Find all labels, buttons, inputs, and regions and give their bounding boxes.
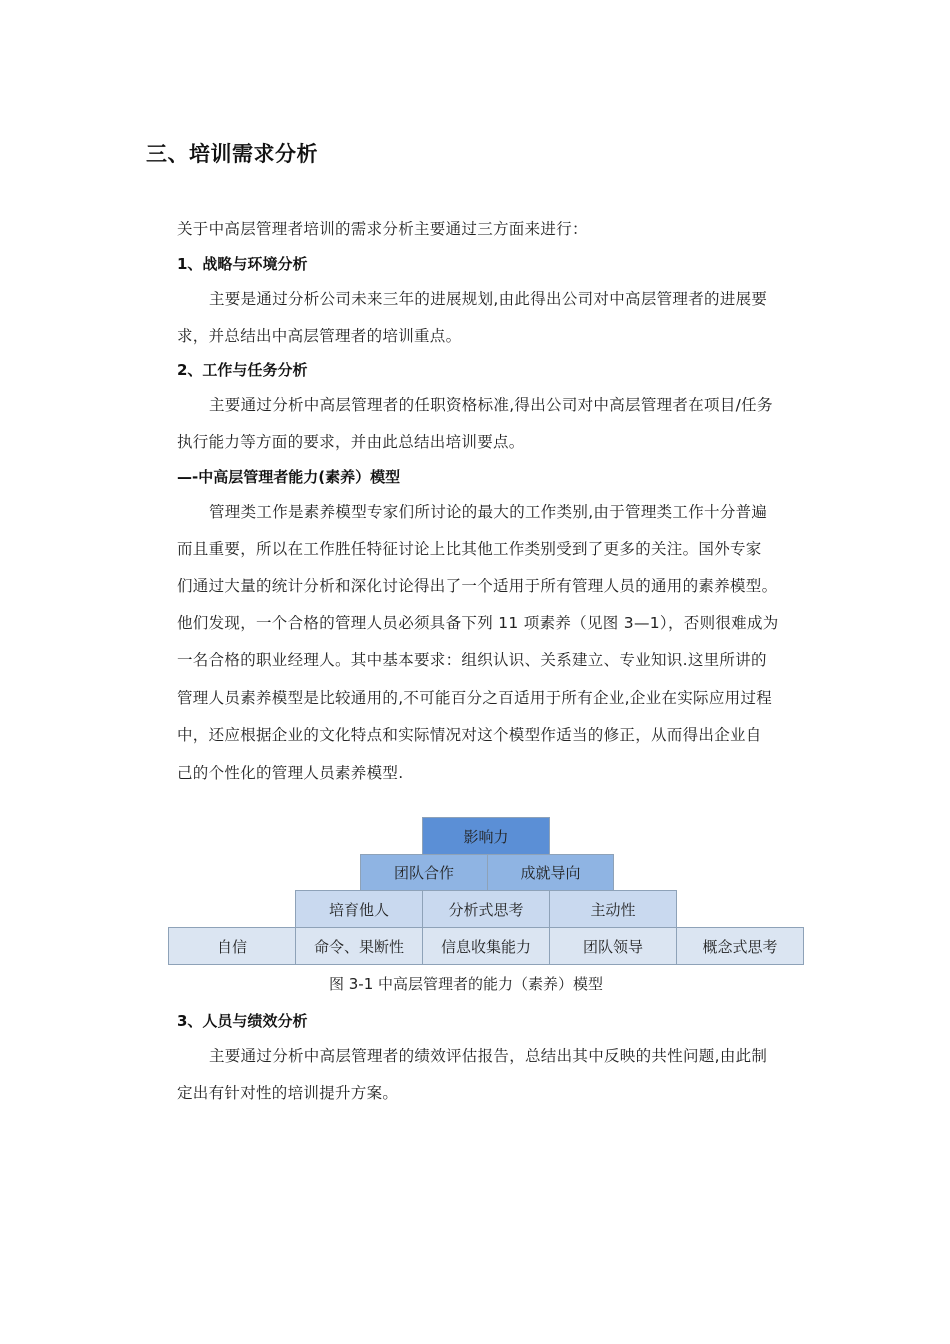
pyramid-level3-cell-3: 主动性	[549, 890, 677, 928]
pyramid-level4-cell-4: 团队领导	[549, 927, 677, 965]
section-1-title: 1、战略与环境分析	[177, 255, 308, 273]
model-line-6: 管理人员素养模型是比较通用的,不可能百分之百适用于所有企业,企业在实际应用过程	[177, 689, 773, 707]
section-3-line-2: 定出有针对性的培训提升方案。	[177, 1084, 399, 1102]
model-section-title: —-中高层管理者能力(素养）模型	[177, 468, 401, 486]
model-line-8: 己的个性化的管理人员素养模型.	[177, 764, 404, 782]
section-2-line-1: 主要通过分析中高层管理者的任职资格标准,得出公司对中高层管理者在项目/任务	[209, 396, 773, 414]
pyramid-level2-cell-2: 成就导向	[487, 854, 614, 891]
section-1-line-2: 求，并总结出中高层管理者的培训重点。	[177, 327, 462, 345]
model-line-5: 一名合格的职业经理人。其中基本要求：组织认识、关系建立、专业知识.这里所讲的	[177, 651, 767, 669]
model-line-2: 而且重要，所以在工作胜任特征讨论上比其他工作类别受到了更多的关注。国外专家	[177, 540, 762, 558]
pyramid-level3-cell-1: 培育他人	[295, 890, 423, 928]
model-line-4: 他们发现，一个合格的管理人员必须具备下列 11 项素养（见图 3—1），否则很难成为	[177, 614, 779, 632]
page-heading: 三、培训需求分析	[146, 142, 318, 166]
section-2-line-2: 执行能力等方面的要求，并由此总结出培训要点。	[177, 433, 525, 451]
pyramid-level4-cell-5: 概念式思考	[676, 927, 804, 965]
pyramid-level2-cell-1: 团队合作	[360, 854, 488, 891]
section-3-line-1: 主要通过分析中高层管理者的绩效评估报告，总结出其中反映的共性问题,由此制	[209, 1047, 768, 1065]
section-3-title: 3、人员与绩效分析	[177, 1012, 308, 1030]
section-1-line-1: 主要是通过分析公司未来三年的进展规划,由此得出公司对中高层管理者的进展要	[209, 290, 768, 308]
section-2-title: 2、工作与任务分析	[177, 361, 308, 379]
pyramid-level4-cell-1: 自信	[168, 927, 296, 965]
model-line-7: 中，还应根据企业的文化特点和实际情况对这个模型作适当的修正，从而得出企业自	[177, 726, 762, 744]
model-line-1: 管理类工作是素养模型专家们所讨论的最大的工作类别,由于管理类工作十分普遍	[209, 503, 768, 521]
pyramid-level4-cell-3: 信息收集能力	[422, 927, 550, 965]
model-line-3: 们通过大量的统计分析和深化讨论得出了一个适用于所有管理人员的通用的素养模型。	[177, 577, 778, 595]
intro-paragraph: 关于中高层管理者培训的需求分析主要通过三方面来进行：	[177, 220, 588, 238]
figure-caption: 图 3-1 中高层管理者的能力（素养）模型	[329, 975, 604, 993]
pyramid-level3-cell-2: 分析式思考	[422, 890, 550, 928]
pyramid-level1-cell-1: 影响力	[422, 817, 550, 855]
pyramid-level4-cell-2: 命令、果断性	[295, 927, 423, 965]
